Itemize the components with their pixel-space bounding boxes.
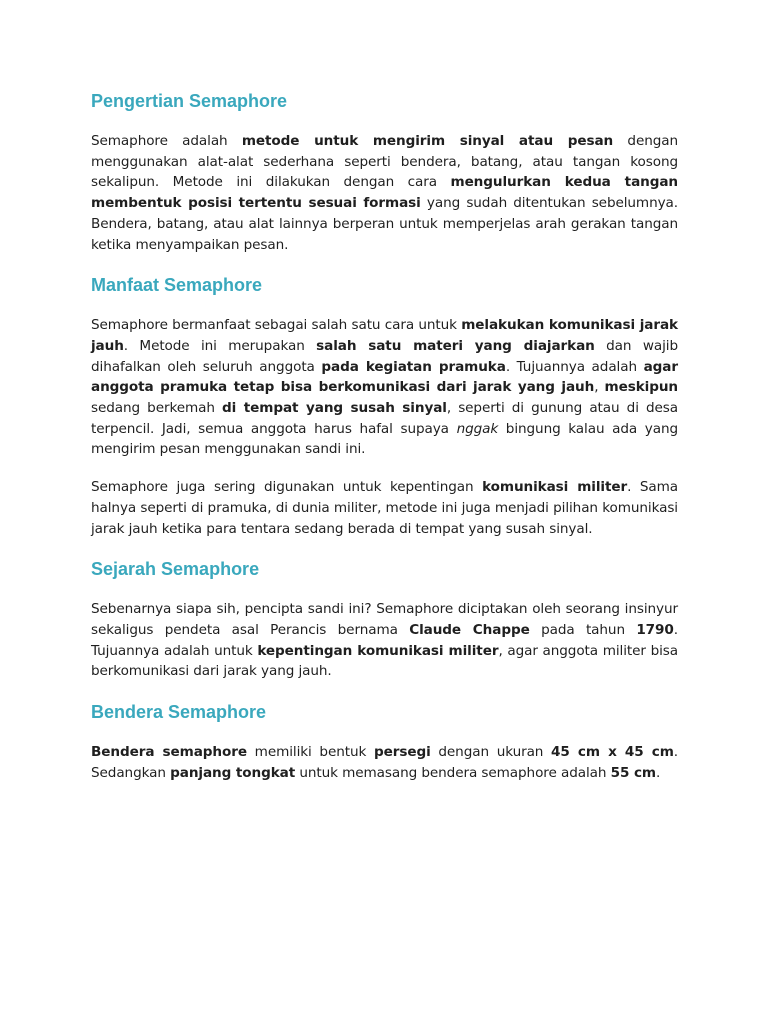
text-run: , agar anggota militer bisa berkomunikasi dari jarak yang jauh.	[91, 642, 678, 680]
bold-text: salah satu materi yang diajarkan	[316, 337, 595, 354]
section	[91, 699, 678, 783]
text-run: . Sedangkan	[91, 744, 678, 781]
text-run: dan wajib dihafalkan oleh seluruh anggota	[91, 337, 678, 375]
text-run: .	[655, 764, 661, 781]
text-run: dengan menggunakan alat-alat sederhana seperti bendera, batang, atau tangan kosong sekalipun. Metode ini dilakukan dengan cara	[91, 133, 678, 191]
section	[91, 88, 678, 255]
paragraph	[91, 477, 678, 539]
text-run: untuk memasang bendera semaphore adalah	[295, 764, 611, 781]
bold-text: 1790	[636, 621, 674, 638]
text-run: memiliki bentuk	[246, 744, 374, 761]
paragraph	[91, 315, 678, 460]
section	[91, 272, 678, 539]
bold-text: agar anggota pramuka tetap bisa berkomunikasi dari jarak yang jauh	[91, 358, 678, 396]
text-run: . Sama halnya seperti di pramuka, di dunia militer, metode ini juga menjadi pilihan komunikasi jarak jauh ketika para tentara sedang berada di tempat yang susah sinyal.	[91, 479, 679, 537]
paragraph	[91, 742, 678, 783]
text-run: sedang berkemah	[91, 400, 223, 417]
text-run: bingung kalau ada yang mengirim pesan menggunakan sandi ini.	[91, 420, 678, 458]
text-run: . Metode ini merupakan	[123, 337, 317, 354]
bold-text: 55 cm	[610, 764, 656, 781]
bold-text: meskipun	[604, 379, 678, 396]
bold-text: melakukan komunikasi jarak jauh	[91, 317, 679, 354]
document-page	[91, 88, 678, 800]
bold-text: Bendera semaphore	[91, 744, 247, 761]
text-run: yang sudah ditentukan sebelumnya. Bendera, batang, atau alat lainnya berperan untuk memperjelas arah gerakan tangan ketika menyampaikan pesan.	[91, 195, 678, 253]
section-heading: Pengertian Semaphore	[91, 91, 288, 111]
text-run: , seperti di gunung atau di desa terpencil. Jadi, semua anggota harus hafal supaya	[91, 400, 678, 437]
italic-text: nggak	[456, 420, 499, 437]
bold-text: persegi	[374, 744, 431, 761]
text-run: dengan ukuran	[430, 744, 552, 761]
text-run: . Tujuannya adalah	[505, 358, 644, 375]
section-heading: Manfaat Semaphore	[91, 275, 263, 296]
section-heading: Bendera Semaphore	[91, 702, 267, 723]
paragraph	[91, 131, 678, 255]
section	[91, 556, 678, 682]
bold-text: di tempat yang susah sinyal	[222, 400, 447, 417]
section-heading: Sejarah Semaphore	[91, 559, 260, 580]
bold-text: Claude Chappe	[409, 621, 530, 638]
bold-text: komunikasi militer	[482, 479, 628, 496]
bold-text: metode untuk mengirim sinyal atau pesan	[241, 133, 614, 149]
text-run: . Tujuannya adalah untuk	[91, 621, 678, 659]
text-run: pada tahun	[529, 621, 637, 638]
bold-text: panjang tongkat	[170, 764, 296, 781]
text-run: Semaphore bermanfaat sebagai salah satu cara untuk	[91, 317, 462, 334]
bold-text: pada kegiatan pramuka	[321, 358, 506, 375]
text-run: Sebenarnya siapa sih, pencipta sandi ini? Semaphore diciptakan oleh seorang insinyur sekaligus pendeta asal Perancis bernama	[91, 601, 678, 638]
text-run: Semaphore adalah	[91, 133, 242, 149]
paragraph	[91, 599, 678, 682]
bold-text: kepentingan komunikasi militer	[257, 642, 499, 659]
text-run: Semaphore juga sering digunakan untuk kepentingan	[91, 479, 483, 496]
bold-text: mengulurkan kedua tangan membentuk posisi tertentu sesuai formasi	[91, 174, 678, 212]
text-run: ,	[594, 379, 605, 396]
bold-text: 45 cm x 45 cm	[551, 744, 674, 761]
